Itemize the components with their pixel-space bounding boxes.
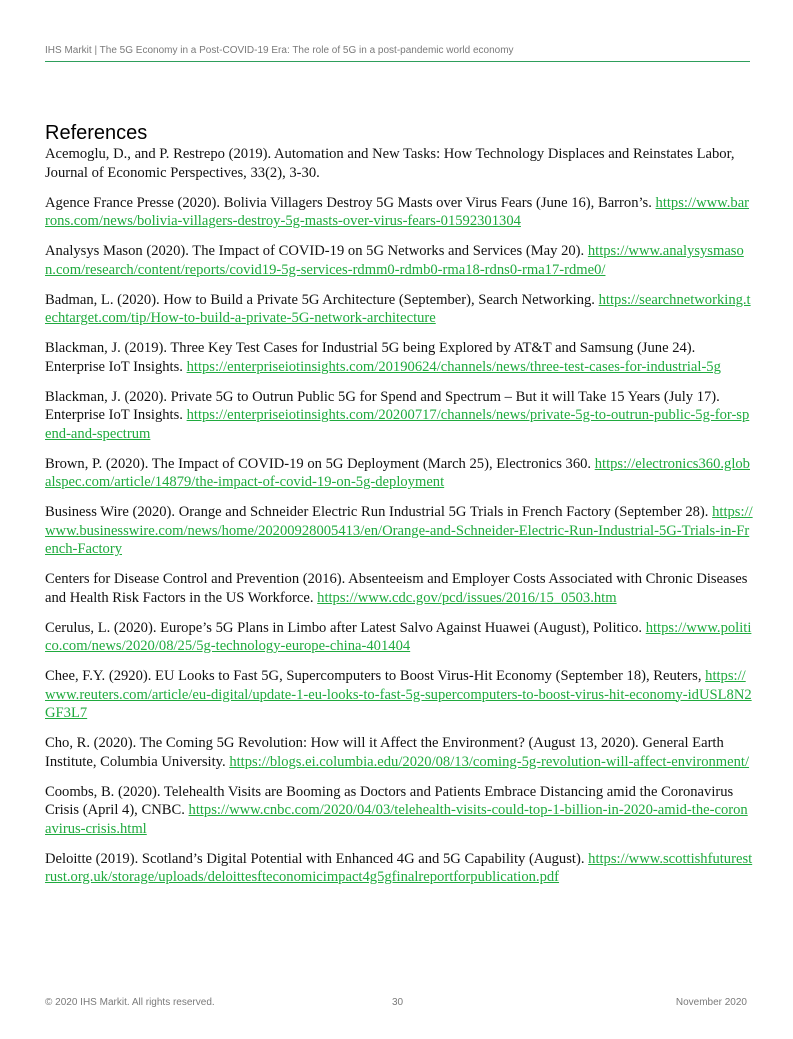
footer-date: November 2020 [675,997,747,1008]
reference-entry [45,734,753,771]
reference-link[interactable]: https://electronics360.globalspec.com/article/14879/the-impact-of-covid-19-on-5g-deployment [45,455,750,490]
reference-entry [45,194,753,231]
reference-entry [45,291,753,328]
reference-entry [45,667,753,723]
page-footer [45,997,747,1011]
reference-entry [45,619,753,656]
reference-link[interactable]: https://enterpriseiotinsights.com/20200717/channels/news/private-5g-to-outrun-public-5g-for-spend-and-spectrum [45,407,750,442]
reference-entry [45,570,753,607]
reference-list [45,145,753,898]
reference-link[interactable]: https://www.politico.com/news/2020/08/25/5g-technology-europe-china-401404 [45,619,752,654]
reference-text: Blackman, J. (2020). Private 5G to Outrun Public 5G for Spend and Spectrum – But it will Take 15 Years (July 17). Enterprise IoT Insights. [45,388,720,423]
running-header-title: IHS Markit | The 5G Economy in a Post-COVID-19 Era: The role of 5G in a post-pandemic world economy [45,45,514,56]
reference-entry [45,850,753,887]
footer-page-number: 30 [392,997,404,1008]
reference-entry [45,242,753,279]
reference-link[interactable]: https://www.reuters.com/article/eu-digital/update-1-eu-looks-to-fast-5g-supercomputers-to-boost-virus-hit-economy-idUSL8N2GF3L7 [45,668,752,721]
reference-link[interactable]: https://blogs.ei.columbia.edu/2020/08/13/coming-5g-revolution-will-affect-environment/ [229,753,750,770]
footer-copyright: © 2020 IHS Markit. All rights reserved. [45,997,215,1008]
reference-link[interactable]: https://www.analysysmason.com/research/content/reports/covid19-5g-services-rdmm0-rdmb0-rma18-rdns0-rma17-rdme0/ [45,243,744,278]
reference-link[interactable]: https://www.scottishfuturestrust.org.uk/storage/uploads/deloittesfteconomicimpact4g5gfinalreportforpublication.pdf [45,850,753,885]
reference-text: Coombs, B. (2020). Telehealth Visits are Booming as Doctors and Patients Embrace Distancing amid the Coronavirus Crisis (April 4), CNBC. [45,783,734,818]
reference-entry [45,339,753,376]
reference-entry [45,145,753,182]
reference-text: Cho, R. (2020). The Coming 5G Revolution: How will it Affect the Environment? (August 13, 2020). General Earth Institute, Columbia University. [45,735,724,770]
reference-link[interactable]: https://enterpriseiotinsights.com/20190624/channels/news/three-test-cases-for-industrial-5g [186,358,721,375]
reference-entry [45,783,753,839]
reference-entry [45,388,753,444]
reference-text: Blackman, J. (2019). Three Key Test Cases for Industrial 5G being Explored by AT&T and Samsung (June 24). Enterprise IoT Insights. [45,340,696,375]
reference-text: Brown, P. (2020). The Impact of COVID-19 on 5G Deployment (March 25), Electronics 360. [45,455,592,472]
reference-link[interactable]: https://searchnetworking.techtarget.com/tip/How-to-build-a-private-5G-network-architecture [45,291,751,326]
reference-text: Chee, F.Y. (2920). EU Looks to Fast 5G, Supercomputers to Boost Virus-Hit Economy (September 18), Reuters, [45,668,702,684]
reference-entry [45,503,753,559]
reference-entry [45,455,753,492]
reference-text: Business Wire (2020). Orange and Schneider Electric Run Industrial 5G Trials in French Factory (September 28). [45,504,709,520]
reference-link[interactable]: https://www.cnbc.com/2020/04/03/telehealth-visits-could-top-1-billion-in-2020-amid-the-coronavirus-crisis.html [45,802,748,837]
reference-text: Agence France Presse (2020). Bolivia Villagers Destroy 5G Masts over Virus Fears (June 16), Barron’s. [45,194,652,211]
section-heading: References [45,122,148,144]
reference-link[interactable]: https://www.cdc.gov/pcd/issues/2016/15_0503.htm [317,589,617,606]
running-header [45,45,750,62]
reference-link[interactable]: https://www.barrons.com/news/bolivia-villagers-destroy-5g-masts-over-virus-fears-01592301304 [45,194,750,229]
reference-link[interactable]: https://www.businesswire.com/news/home/20200928005413/en/Orange-and-Schneider-Electric-Run-Industrial-5G-Trials-in-French-Factory [45,504,753,557]
reference-text: Badman, L. (2020). How to Build a Private 5G Architecture (September), Search Networking. [45,291,595,308]
reference-text: Cerulus, L. (2020). Europe’s 5G Plans in Limbo after Latest Salvo Against Huawei (August), Politico. [45,619,643,636]
reference-text: Analysys Mason (2020). The Impact of COVID-19 on 5G Networks and Services (May 20). [45,243,585,259]
reference-text: Centers for Disease Control and Prevention (2016). Absenteeism and Employer Costs Associated with Chronic Diseases and Health Risk Factors in the US Workforce. [45,571,748,606]
reference-text: Acemoglu, D., and P. Restrepo (2019). Automation and New Tasks: How Technology Displaces and Reinstates Labor, Journal of Economic Perspectives, 33(2), 3-30. [45,146,735,181]
reference-text: Deloitte (2019). Scotland’s Digital Potential with Enhanced 4G and 5G Capability (August). [45,850,585,867]
